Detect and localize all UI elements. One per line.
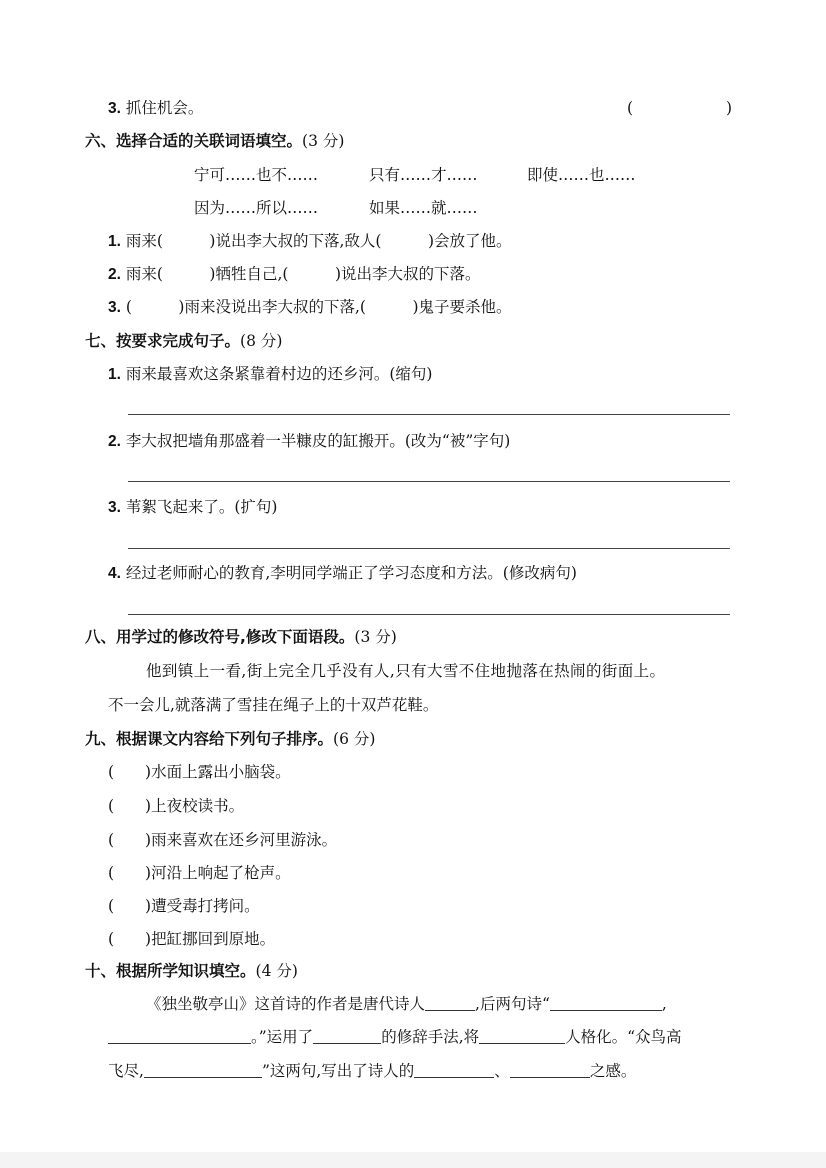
points: (6 分) (333, 730, 376, 748)
s7-item: 1. 雨来最喜欢这条紧靠着村边的还乡河。(缩句) (108, 365, 433, 383)
option: 宁可……也不…… (194, 166, 319, 184)
item-number: 3. (108, 100, 121, 117)
s7-item: 3. 苇絮飞起来了。(扩句) (108, 498, 278, 516)
item-text: 抓住机会。 (125, 99, 204, 117)
blank-feeling[interactable] (414, 1061, 494, 1078)
order-item[interactable]: ( )遭受毒打拷问。 (108, 897, 260, 915)
blank-line[interactable] (144, 1061, 262, 1078)
option: 因为……所以…… (194, 199, 319, 217)
s6-item[interactable]: 3. ( )雨来没说出李大叔的下落,( )鬼子要杀他。 (108, 298, 512, 316)
answer-paren[interactable]: ( ) (627, 99, 733, 117)
section-9-title: 九、根据课文内容给下列句子排序。(6 分) (85, 730, 376, 748)
answer-line[interactable] (128, 414, 730, 415)
points: (3 分) (302, 132, 345, 150)
section-6-title: 六、选择合适的关联词语填空。(3 分) (85, 132, 345, 150)
blank-rhetoric[interactable] (313, 1027, 381, 1044)
section-7-title: 七、按要求完成句子。(8 分) (85, 332, 283, 350)
fill-line-1: 《独坐敬亭山》这首诗的作者是唐代诗人 ,后两句诗“ , (146, 995, 667, 1013)
page-bottom-strip (0, 1152, 826, 1168)
q5-item-3 (108, 98, 203, 119)
order-item[interactable]: ( )雨来喜欢在还乡河里游泳。 (108, 831, 338, 849)
option: 只有……才…… (369, 166, 478, 184)
section-8-title: 八、用学过的修改符号,修改下面语段。(3 分) (85, 628, 397, 646)
points: (8 分) (240, 332, 283, 350)
blank-line[interactable] (108, 1027, 251, 1044)
order-item[interactable]: ( )把缸挪回到原地。 (108, 930, 276, 948)
option: 如果……就…… (369, 199, 478, 217)
section-10-title: 十、根据所学知识填空。(4 分) (85, 962, 298, 980)
fill-line-3: 飞尽, ”这两句,写出了诗人的 、 之感。 (108, 1062, 637, 1080)
order-item[interactable]: ( )水面上露出小脑袋。 (108, 763, 291, 781)
order-item[interactable]: ( )河沿上响起了枪声。 (108, 864, 291, 882)
answer-line[interactable] (128, 481, 730, 482)
blank-line[interactable] (550, 994, 662, 1011)
s6-item[interactable]: 1. 雨来( )说出李大叔的下落,敌人( )会放了他。 (108, 232, 512, 250)
fill-line-2: 。”运用了 的修辞手法,将 人格化。“众鸟高 (108, 1027, 682, 1047)
s7-item: 4. 经过老师耐心的教育,李明同学端正了学习态度和方法。(修改病句) (108, 564, 577, 582)
blank-feeling[interactable] (510, 1061, 590, 1078)
blank-poet[interactable] (425, 994, 475, 1011)
paragraph-line: 不一会儿,就落满了雪挂在绳子上的十双芦花鞋。 (108, 696, 439, 714)
s7-item: 2. 李大叔把墙角那盛着一半糠皮的缸搬开。(改为“被”字句) (108, 432, 511, 450)
paragraph-line: 他到镇上一看,街上完全几乎没有人,只有大雪不住地抛落在热闹的街面上。 (146, 662, 666, 680)
points: (4 分) (255, 962, 298, 980)
option: 即使……也…… (527, 166, 636, 184)
blank-object[interactable] (479, 1027, 565, 1044)
points: (3 分) (354, 628, 397, 646)
answer-line[interactable] (128, 614, 730, 615)
s6-item[interactable]: 2. 雨来( )牺牲自己,( )说出李大叔的下落。 (108, 265, 481, 283)
answer-line[interactable] (128, 548, 730, 549)
order-item[interactable]: ( )上夜校读书。 (108, 797, 245, 815)
